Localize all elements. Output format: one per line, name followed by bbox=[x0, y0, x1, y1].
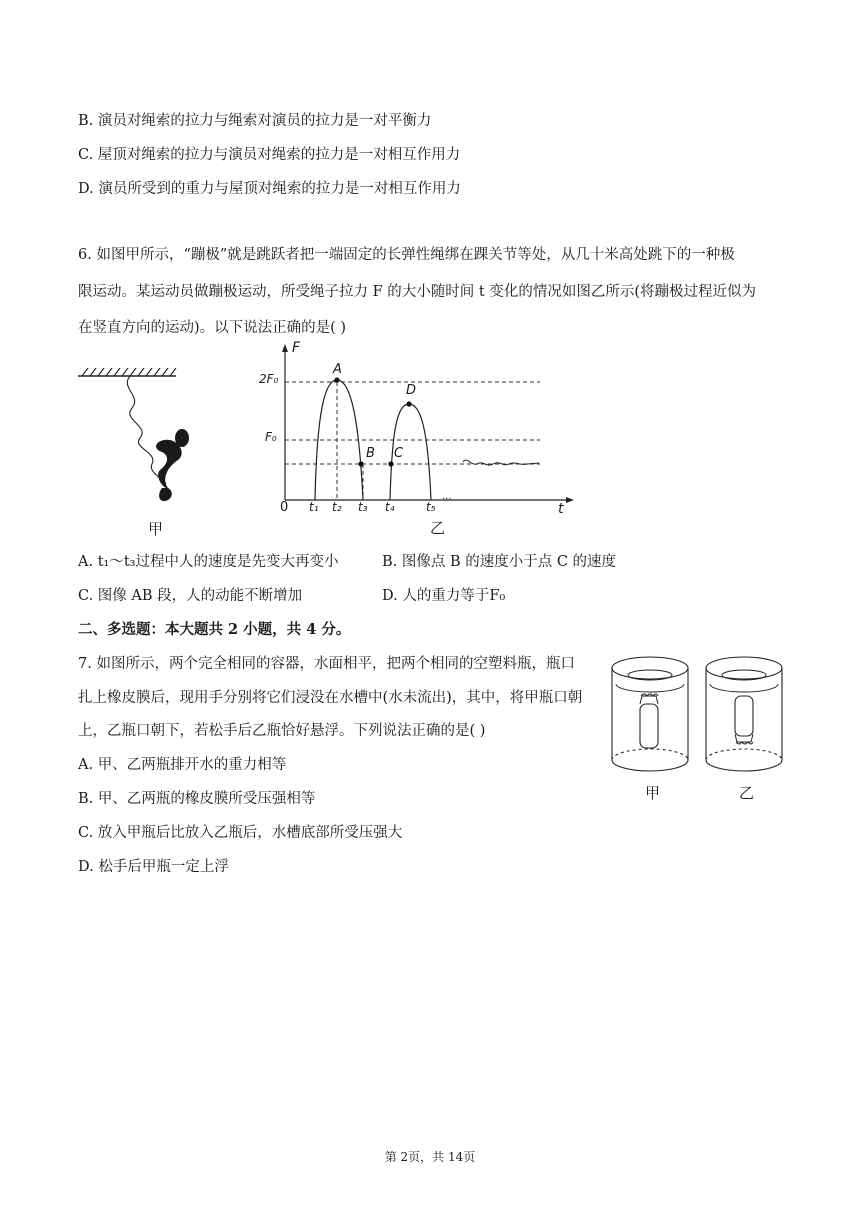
q6-graph-label-d: D bbox=[406, 383, 417, 398]
q7-stem-line2: 扎上橡皮膜后，现用手分别将它们浸没在水槽中(水未流出)，其中，将甲瓶口朝 bbox=[78, 690, 583, 706]
q6-option-d: D. 人的重力等于F₀ bbox=[382, 588, 506, 604]
q6-stem-line2: 限运动。某运动员做蹦极运动，所受绳子拉力 F 的大小随时间 t 变化的情况如图乙所示(将蹦极过程近似为 bbox=[78, 284, 756, 300]
q7-figure-caption-right: 乙 bbox=[739, 784, 755, 802]
q7-figure-containers bbox=[606, 650, 786, 782]
q6-graph-label-a: A bbox=[333, 362, 342, 377]
section-heading-multi-choice: 二、多选题：本大题共 2 小题，共 4 分。 bbox=[78, 621, 351, 638]
q7-figure-caption-left: 甲 bbox=[645, 784, 661, 802]
q6-figure-graph bbox=[255, 340, 575, 525]
point-c bbox=[388, 461, 393, 466]
q6-figure-caption-left: 甲 bbox=[148, 520, 164, 538]
q6-graph-ytick-2f0: 2F₀ bbox=[259, 372, 279, 386]
q6-graph-xtick-t1: t₁ bbox=[309, 500, 319, 514]
q6-graph-label-c: C bbox=[394, 446, 404, 461]
q7-option-d: D. 松手后甲瓶一定上浮 bbox=[78, 859, 229, 875]
q6-option-a: A. t₁～t₃过程中人的速度是先变大再变小 bbox=[78, 554, 339, 570]
q7-option-b: B. 甲、乙两瓶的橡皮膜所受压强相等 bbox=[78, 791, 316, 807]
q7-option-a: A. 甲、乙两瓶排开水的重力相等 bbox=[78, 757, 287, 773]
q6-graph-ellipsis: ··· bbox=[442, 494, 452, 505]
q6-graph-label-b: B bbox=[366, 446, 375, 461]
q6-graph-x-label: t bbox=[558, 501, 564, 517]
q6-graph-xtick-t3: t₃ bbox=[358, 500, 368, 514]
q5-option-b: B. 演员对绳索的拉力与绳索对演员的拉力是一对平衡力 bbox=[78, 113, 432, 129]
q5-option-c: C. 屋顶对绳索的拉力与演员对绳索的拉力是一对相互作用力 bbox=[78, 147, 461, 163]
q5-option-d: D. 演员所受到的重力与屋顶对绳索的拉力是一对相互作用力 bbox=[78, 181, 461, 197]
q6-figure-caption-right: 乙 bbox=[430, 519, 446, 537]
q6-graph-xtick-t2: t₂ bbox=[332, 500, 342, 514]
q6-graph-xtick-t5: t₅ bbox=[426, 500, 436, 514]
container-left bbox=[612, 657, 688, 771]
q7-option-c: C. 放入甲瓶后比放入乙瓶后，水槽底部所受压强大 bbox=[78, 825, 403, 841]
q6-stem-line1: 6. 如图甲所示，“蹦极”就是跳跃者把一端固定的长弹性绳绑在踝关节等处，从几十米高处跳下的一种极 bbox=[78, 247, 735, 263]
q6-graph-y-label: F bbox=[292, 340, 301, 356]
q6-graph-origin: 0 bbox=[280, 500, 289, 515]
q6-option-b: B. 图像点 B 的速度小于点 C 的速度 bbox=[382, 554, 617, 570]
page-footer: 第 2页，共 14页 bbox=[384, 1150, 476, 1164]
point-d bbox=[406, 401, 411, 406]
point-a bbox=[334, 377, 339, 382]
container-right bbox=[706, 657, 782, 771]
q6-graph-xtick-t4: t₄ bbox=[385, 500, 395, 514]
curve-damped-tail bbox=[463, 460, 539, 465]
point-b bbox=[358, 461, 363, 466]
q7-stem-line1: 7. 如图所示，两个完全相同的容器，水面相平，把两个相同的空塑料瓶，瓶口 bbox=[78, 656, 575, 672]
q6-graph-ytick-f0: F₀ bbox=[265, 430, 277, 444]
q6-figure-jumper bbox=[70, 360, 190, 510]
q7-stem-line3: 上，乙瓶口朝下，若松手后乙瓶恰好悬浮。下列说法正确的是( ) bbox=[78, 723, 486, 739]
q6-stem-line3: 在竖直方向的运动)。以下说法正确的是( ) bbox=[78, 320, 347, 336]
q6-option-c: C. 图像 AB 段，人的动能不断增加 bbox=[78, 588, 303, 604]
